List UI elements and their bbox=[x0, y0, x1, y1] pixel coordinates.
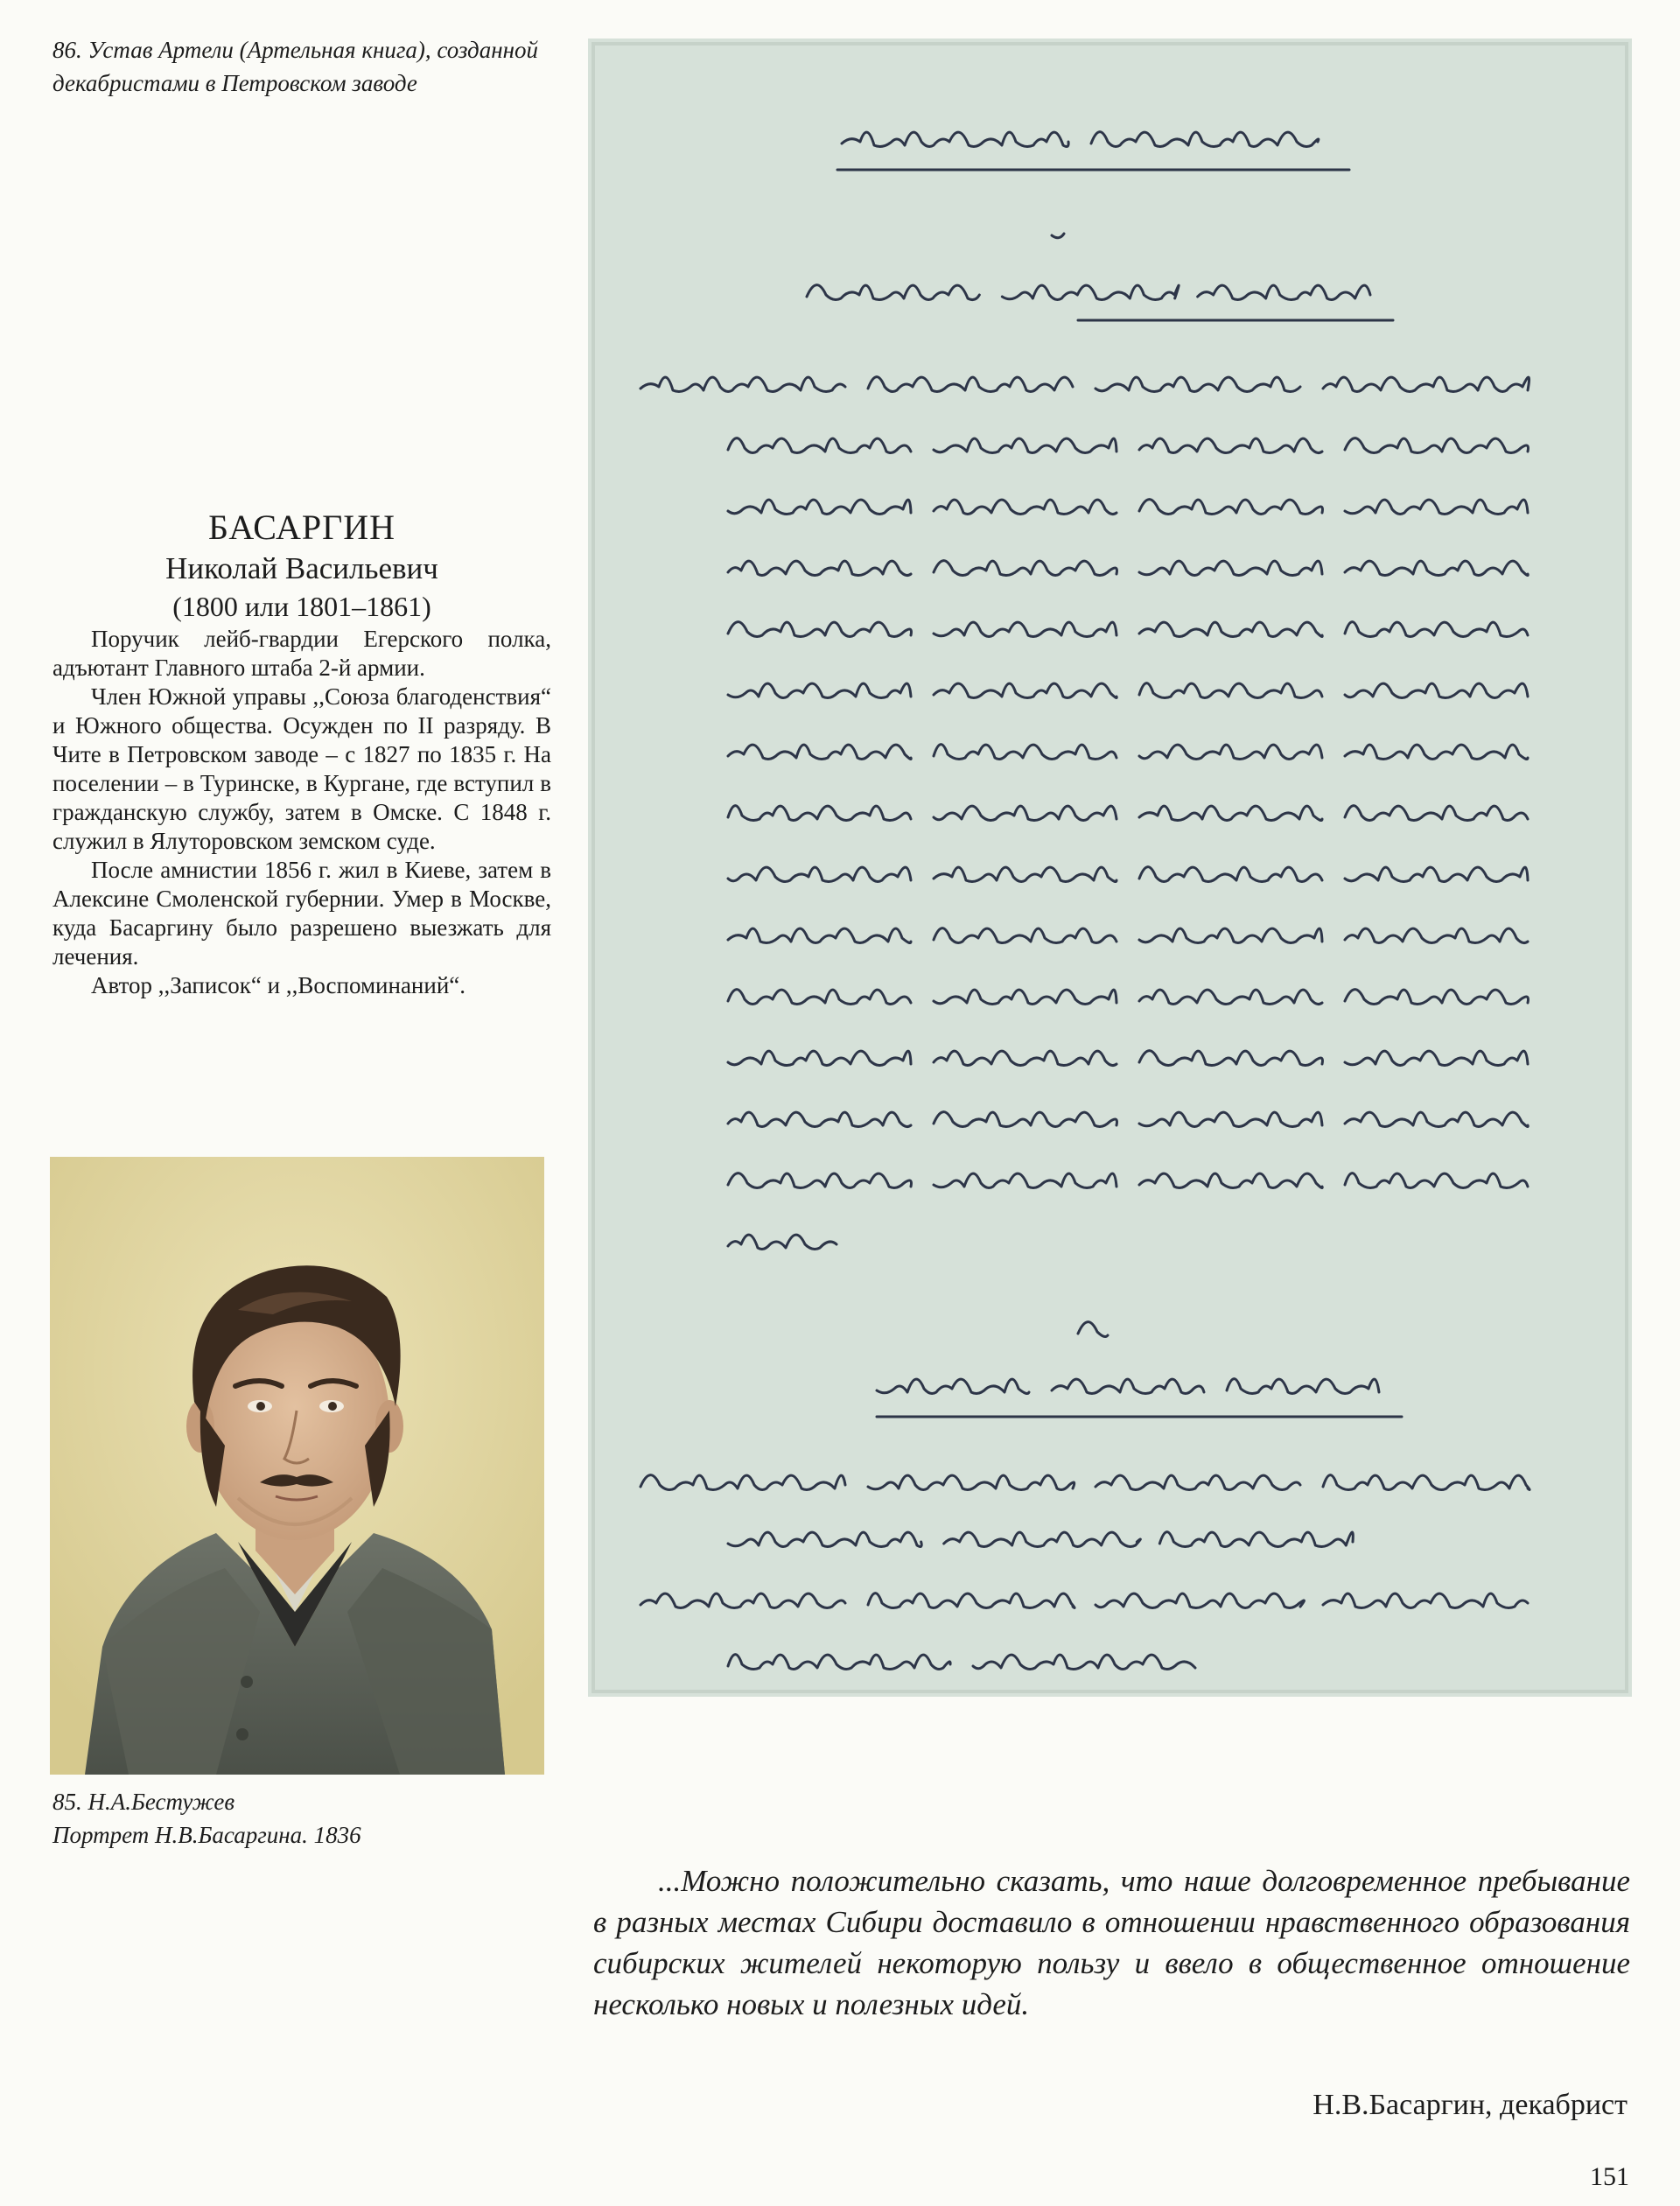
manuscript-drawing bbox=[588, 39, 1632, 1697]
portrait-drawing bbox=[50, 1157, 544, 1775]
bio-surname: БАСАРГИН bbox=[207, 508, 396, 547]
portrait-caption-line-2: Портрет Н.В.Басаргина. 1836 bbox=[52, 1822, 361, 1848]
bio-years: (1800 или 1801–1861) bbox=[172, 591, 431, 622]
figure-caption-manuscript: 86. Устав Артели (Артельная книга), созданной декабристами в Петровском заводе bbox=[52, 37, 538, 96]
bio-paragraph: Поручик лейб-гвардии Егерского полка, адъютант Главного штаба 2-й армии. bbox=[52, 626, 551, 681]
portrait-caption-line-1: 85. Н.А.Бестужев bbox=[52, 1789, 235, 1815]
portrait-image bbox=[50, 1157, 544, 1775]
bio-paragraph: После амнистии 1856 г. жил в Киеве, затем в Алексине Смоленской губернии. Умер в Москве, куда Басаргину было разрешено выезжать для лечения. bbox=[52, 857, 551, 970]
quote-block bbox=[593, 1860, 1630, 2025]
bio-paragraph: Автор ,,Записок“ и ,,Воспоминаний“. bbox=[91, 972, 466, 998]
bio-given-names: Николай Васильевич bbox=[165, 551, 438, 585]
portrait-caption bbox=[52, 1785, 551, 1852]
manuscript-image bbox=[588, 39, 1632, 1697]
bio-paragraph: Член Южной управы ,,Союза благоденствия“ и Южного общества. Осужден по II разряду. В Чите в Петровском заводе – с 1827 по 1835 г. На поселении – в Туринске, в Кургане, где вступил в гражданскую службу, затем в Омске. С 1848 г. служил в Ялуторовском земском суде. bbox=[52, 683, 551, 854]
page-number: 151 bbox=[1590, 2162, 1629, 2191]
quote-text: ...Можно положительно сказать, что наше долговременное пребывание в разных местах Сибири доставило в отношении нравственного образования сибирских жителей некоторую пользу и ввело в общественное отношение несколько новых и полезных идей. bbox=[593, 1864, 1630, 2021]
quote-attribution: Н.В.Басаргин, декабрист bbox=[1312, 2089, 1628, 2121]
bio-text bbox=[52, 625, 551, 1000]
